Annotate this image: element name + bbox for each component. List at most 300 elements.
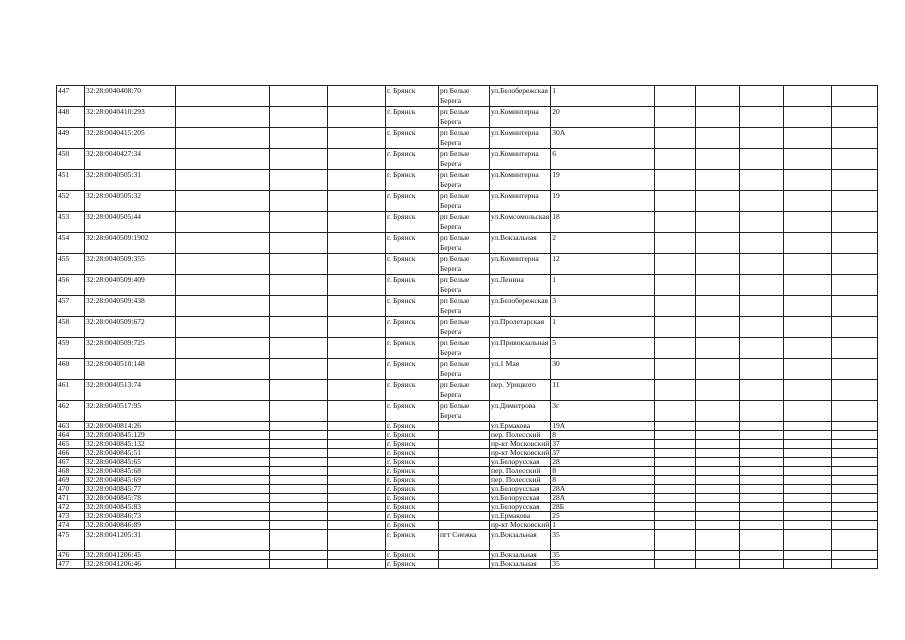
empty-cell (328, 521, 386, 530)
empty-cell (696, 422, 740, 431)
table-row (57, 560, 878, 569)
district-cell: рп Белые Берега (439, 254, 490, 275)
empty-cell (655, 338, 696, 359)
empty-cell (784, 422, 832, 431)
street-cell: ул.Коминтерна (490, 254, 551, 275)
cadastral-number-cell: 32:28:0040509:672 (85, 317, 176, 338)
empty-cell (270, 254, 328, 275)
empty-cell (176, 476, 270, 485)
empty-cell (270, 521, 328, 530)
house-number-cell: 28Б (551, 503, 655, 512)
district-cell (439, 503, 490, 512)
cadastral-number-cell: 32:28:0040505:32 (85, 191, 176, 212)
district-cell (439, 458, 490, 467)
empty-cell (740, 317, 784, 338)
empty-cell (655, 476, 696, 485)
city-cell: г. Брянск (386, 254, 439, 275)
street-cell: ул.Белорусская (490, 494, 551, 503)
empty-cell (740, 191, 784, 212)
city-cell: г. Брянск (386, 359, 439, 380)
empty-cell (696, 401, 740, 422)
district-cell: рп Белые Берега (439, 296, 490, 317)
table-row (57, 212, 878, 233)
empty-cell (176, 431, 270, 440)
city-cell: г. Брянск (386, 170, 439, 191)
empty-cell (696, 521, 740, 530)
row-number-cell: 454 (57, 233, 85, 254)
empty-cell (328, 560, 386, 569)
table-row (57, 530, 878, 551)
table-row (57, 128, 878, 149)
street-cell: ул.Комсомольская (490, 212, 551, 233)
empty-cell (270, 359, 328, 380)
empty-cell (740, 485, 784, 494)
empty-cell (176, 338, 270, 359)
row-number-cell: 473 (57, 512, 85, 521)
empty-cell (270, 149, 328, 170)
empty-cell (832, 449, 878, 458)
empty-cell (328, 170, 386, 191)
street-cell: ул.Белорусская (490, 503, 551, 512)
empty-cell (655, 359, 696, 380)
empty-cell (176, 128, 270, 149)
table-row (57, 431, 878, 440)
empty-cell (784, 401, 832, 422)
empty-cell (832, 401, 878, 422)
house-number-cell: 18 (551, 212, 655, 233)
row-number-cell: 448 (57, 107, 85, 128)
street-cell: ул.Привокзальная (490, 338, 551, 359)
empty-cell (740, 512, 784, 521)
empty-cell (655, 440, 696, 449)
empty-cell (832, 560, 878, 569)
district-cell: рп Белые Берега (439, 170, 490, 191)
street-cell: ул.Вокзальная (490, 551, 551, 560)
empty-cell (740, 86, 784, 107)
empty-cell (784, 485, 832, 494)
house-number-cell: 12 (551, 254, 655, 275)
empty-cell (328, 128, 386, 149)
house-number-cell: 19 (551, 170, 655, 191)
house-number-cell: 3г (551, 401, 655, 422)
empty-cell (696, 458, 740, 467)
empty-cell (270, 512, 328, 521)
street-cell: ул.Димитрова (490, 401, 551, 422)
city-cell: г. Брянск (386, 551, 439, 560)
row-number-cell: 466 (57, 449, 85, 458)
house-number-cell: 6 (551, 149, 655, 170)
empty-cell (740, 521, 784, 530)
empty-cell (784, 296, 832, 317)
street-cell: ул.Белорусская (490, 458, 551, 467)
empty-cell (784, 551, 832, 560)
row-number-cell: 452 (57, 191, 85, 212)
empty-cell (270, 440, 328, 449)
district-cell (439, 485, 490, 494)
empty-cell (655, 512, 696, 521)
house-number-cell: 30 (551, 359, 655, 380)
cadastral-number-cell: 32:28:0040846:89 (85, 521, 176, 530)
district-cell (439, 449, 490, 458)
empty-cell (270, 476, 328, 485)
empty-cell (740, 233, 784, 254)
empty-cell (832, 317, 878, 338)
empty-cell (740, 560, 784, 569)
city-cell: г. Брянск (386, 86, 439, 107)
house-number-cell: 37 (551, 449, 655, 458)
empty-cell (784, 503, 832, 512)
street-cell: пр-кт Московский (491, 439, 550, 448)
empty-cell (696, 149, 740, 170)
city-cell: г. Брянск (386, 440, 439, 449)
empty-cell (655, 458, 696, 467)
street-cell: ул.Коминтерна (490, 149, 551, 170)
empty-cell (328, 440, 386, 449)
empty-cell (176, 170, 270, 191)
empty-cell (832, 476, 878, 485)
empty-cell (328, 191, 386, 212)
cadastral-number-cell: 32:28:0040509:1902 (85, 233, 176, 254)
city-cell: г. Брянск (386, 512, 439, 521)
street-cell: ул.Вокзальная (490, 560, 551, 569)
empty-cell (740, 212, 784, 233)
empty-cell (328, 512, 386, 521)
district-cell: рп Белые Берега (439, 338, 490, 359)
street-cell: ул.Коминтерна (490, 128, 551, 149)
city-cell: г. Брянск (386, 449, 439, 458)
empty-cell (655, 551, 696, 560)
empty-cell (740, 296, 784, 317)
district-cell (439, 476, 490, 485)
street-cell: пр-кт Московский (491, 448, 550, 457)
empty-cell (784, 275, 832, 296)
empty-cell (832, 107, 878, 128)
empty-cell (328, 551, 386, 560)
empty-cell (832, 149, 878, 170)
row-number-cell: 476 (57, 551, 85, 560)
empty-cell (328, 422, 386, 431)
empty-cell (740, 380, 784, 401)
empty-cell (176, 86, 270, 107)
empty-cell (176, 296, 270, 317)
empty-cell (696, 128, 740, 149)
empty-cell (832, 530, 878, 551)
empty-cell (784, 449, 832, 458)
empty-cell (328, 149, 386, 170)
empty-cell (176, 512, 270, 521)
house-number-cell: 3 (551, 296, 655, 317)
row-number-cell: 449 (57, 128, 85, 149)
street-cell: ул.Вокзальная (490, 233, 551, 254)
city-cell: г. Брянск (386, 476, 439, 485)
empty-cell (832, 212, 878, 233)
city-cell: г. Брянск (386, 128, 439, 149)
empty-cell (328, 485, 386, 494)
district-cell (439, 551, 490, 560)
street-cell: пер. Полесский (490, 431, 551, 440)
empty-cell (328, 338, 386, 359)
empty-cell (176, 212, 270, 233)
empty-cell (740, 254, 784, 275)
empty-cell (328, 494, 386, 503)
city-cell: г. Брянск (386, 275, 439, 296)
table-row (57, 503, 878, 512)
empty-cell (740, 401, 784, 422)
empty-cell (832, 296, 878, 317)
street-cell: ул.Ермакова (490, 422, 551, 431)
empty-cell (270, 296, 328, 317)
empty-cell (176, 149, 270, 170)
house-number-cell: 1 (551, 521, 655, 530)
empty-cell (696, 212, 740, 233)
city-cell: г. Брянск (386, 401, 439, 422)
city-cell: г. Брянск (386, 521, 439, 530)
empty-cell (328, 296, 386, 317)
empty-cell (328, 107, 386, 128)
empty-cell (696, 338, 740, 359)
table-row (57, 338, 878, 359)
table-body (57, 86, 878, 569)
empty-cell (270, 458, 328, 467)
empty-cell (832, 512, 878, 521)
empty-cell (270, 233, 328, 254)
street-cell: ул.Белорусская (490, 485, 551, 494)
empty-cell (655, 431, 696, 440)
cadastral-number-cell: 32:28:0040509:409 (85, 275, 176, 296)
empty-cell (740, 476, 784, 485)
empty-cell (784, 380, 832, 401)
cadastral-number-cell: 32:28:0040510:148 (85, 359, 176, 380)
empty-cell (328, 449, 386, 458)
cadastral-number-cell: 32:28:0040845:78 (85, 494, 176, 503)
empty-cell (740, 422, 784, 431)
street-cell: ул.Белобережская (490, 296, 551, 317)
cadastral-number-cell: 32:28:0041206:46 (85, 560, 176, 569)
empty-cell (655, 149, 696, 170)
district-cell: рп Белые Берега (439, 275, 490, 296)
city-cell: г. Брянск (386, 107, 439, 128)
empty-cell (328, 233, 386, 254)
empty-cell (176, 254, 270, 275)
empty-cell (740, 107, 784, 128)
row-number-cell: 458 (57, 317, 85, 338)
cadastral-number-cell: 32:28:0040427:34 (85, 149, 176, 170)
street-cell: ул.Коминтерна (490, 191, 551, 212)
empty-cell (270, 170, 328, 191)
empty-cell (176, 191, 270, 212)
empty-cell (270, 107, 328, 128)
city-cell: г. Брянск (386, 467, 439, 476)
empty-cell (328, 86, 386, 107)
row-number-cell: 465 (57, 440, 85, 449)
district-cell: рп Белые Берега (439, 359, 490, 380)
cadastral-number-cell: 32:28:0040509:725 (85, 338, 176, 359)
empty-cell (655, 191, 696, 212)
row-number-cell: 457 (57, 296, 85, 317)
table-row (57, 521, 878, 530)
city-cell: г. Брянск (386, 149, 439, 170)
city-cell: г. Брянск (386, 503, 439, 512)
street-cell: пер. Полесский (490, 467, 551, 476)
city-cell: г. Брянск (386, 317, 439, 338)
empty-cell (176, 494, 270, 503)
empty-cell (784, 212, 832, 233)
empty-cell (696, 359, 740, 380)
table-row (57, 317, 878, 338)
empty-cell (740, 551, 784, 560)
street-cell: ул.Коминтерна (490, 170, 551, 191)
house-number-cell: 19 (551, 191, 655, 212)
district-cell: рп Белые Берега (439, 149, 490, 170)
city-cell: г. Брянск (386, 422, 439, 431)
table-row (57, 440, 878, 449)
row-number-cell: 477 (57, 560, 85, 569)
house-number-cell: 20 (551, 107, 655, 128)
house-number-cell: 11 (551, 380, 655, 401)
empty-cell (696, 431, 740, 440)
table-row (57, 458, 878, 467)
district-cell (439, 440, 490, 449)
empty-cell (784, 560, 832, 569)
row-number-cell: 460 (57, 359, 85, 380)
empty-cell (270, 494, 328, 503)
street-cell: ул.1 Мая (490, 359, 551, 380)
row-number-cell: 471 (57, 494, 85, 503)
empty-cell (176, 485, 270, 494)
table-row (57, 254, 878, 275)
table-row (57, 233, 878, 254)
cadastral-number-cell: 32:28:0040845:83 (85, 503, 176, 512)
row-number-cell: 462 (57, 401, 85, 422)
row-number-cell: 475 (57, 530, 85, 551)
row-number-cell: 447 (57, 86, 85, 107)
street-cell: ул.Белобережская (490, 86, 551, 107)
row-number-cell: 451 (57, 170, 85, 191)
district-cell (439, 494, 490, 503)
district-cell (439, 467, 490, 476)
district-cell (439, 512, 490, 521)
table-row (57, 170, 878, 191)
empty-cell (655, 503, 696, 512)
empty-cell (176, 233, 270, 254)
row-number-cell: 468 (57, 467, 85, 476)
empty-cell (270, 275, 328, 296)
cadastral-number-cell: 32:28:0040509:438 (85, 296, 176, 317)
empty-cell (696, 551, 740, 560)
empty-cell (740, 440, 784, 449)
empty-cell (832, 503, 878, 512)
cadastral-number-cell: 32:28:0040845:69 (85, 476, 176, 485)
table-row (57, 191, 878, 212)
empty-cell (176, 449, 270, 458)
cadastral-number-cell: 32:28:0041206:45 (85, 551, 176, 560)
empty-cell (740, 275, 784, 296)
empty-cell (784, 149, 832, 170)
empty-cell (696, 254, 740, 275)
empty-cell (270, 128, 328, 149)
row-number-cell: 459 (57, 338, 85, 359)
address-register-table (56, 85, 878, 569)
empty-cell (328, 530, 386, 551)
cadastral-number-cell: 32:28:0040408:70 (85, 86, 176, 107)
empty-cell (176, 401, 270, 422)
empty-cell (832, 485, 878, 494)
district-cell: рп Белые Берега (439, 212, 490, 233)
empty-cell (328, 275, 386, 296)
city-cell: г. Брянск (386, 338, 439, 359)
empty-cell (176, 275, 270, 296)
empty-cell (176, 551, 270, 560)
table-row (57, 275, 878, 296)
empty-cell (832, 551, 878, 560)
empty-cell (696, 86, 740, 107)
empty-cell (270, 449, 328, 458)
empty-cell (655, 380, 696, 401)
cadastral-number-cell: 32:28:0040845:68 (85, 467, 176, 476)
empty-cell (696, 107, 740, 128)
empty-cell (270, 86, 328, 107)
cadastral-number-cell: 32:28:0040410:293 (85, 107, 176, 128)
house-number-cell: 1 (551, 86, 655, 107)
empty-cell (270, 503, 328, 512)
empty-cell (784, 254, 832, 275)
empty-cell (832, 521, 878, 530)
empty-cell (655, 296, 696, 317)
empty-cell (784, 86, 832, 107)
empty-cell (696, 476, 740, 485)
empty-cell (696, 485, 740, 494)
house-number-cell: 8 (551, 431, 655, 440)
empty-cell (784, 338, 832, 359)
empty-cell (655, 521, 696, 530)
house-number-cell: 35 (551, 560, 655, 569)
district-cell: рп Белые Берега (439, 317, 490, 338)
empty-cell (784, 440, 832, 449)
empty-cell (784, 530, 832, 551)
empty-cell (176, 458, 270, 467)
district-cell: рп Белые Берега (439, 380, 490, 401)
empty-cell (176, 521, 270, 530)
cadastral-number-cell: 32:28:0040814:26 (85, 422, 176, 431)
empty-cell (270, 551, 328, 560)
empty-cell (696, 296, 740, 317)
street-cell: ул.Пролетарская (490, 317, 551, 338)
empty-cell (832, 458, 878, 467)
empty-cell (328, 458, 386, 467)
empty-cell (784, 476, 832, 485)
empty-cell (655, 422, 696, 431)
empty-cell (655, 212, 696, 233)
empty-cell (270, 401, 328, 422)
house-number-cell: 28А (551, 494, 655, 503)
empty-cell (740, 431, 784, 440)
empty-cell (740, 467, 784, 476)
cadastral-number-cell: 32:28:0040845:65 (85, 458, 176, 467)
city-cell: г. Брянск (386, 494, 439, 503)
table-row (57, 422, 878, 431)
city-cell: г. Брянск (386, 212, 439, 233)
city-cell: г. Брянск (386, 458, 439, 467)
district-cell: рп Белые Берега (439, 233, 490, 254)
empty-cell (270, 317, 328, 338)
empty-cell (655, 449, 696, 458)
empty-cell (832, 275, 878, 296)
empty-cell (696, 494, 740, 503)
house-number-cell: 25 (551, 512, 655, 521)
empty-cell (696, 530, 740, 551)
house-number-cell: 28А (551, 485, 655, 494)
empty-cell (655, 170, 696, 191)
